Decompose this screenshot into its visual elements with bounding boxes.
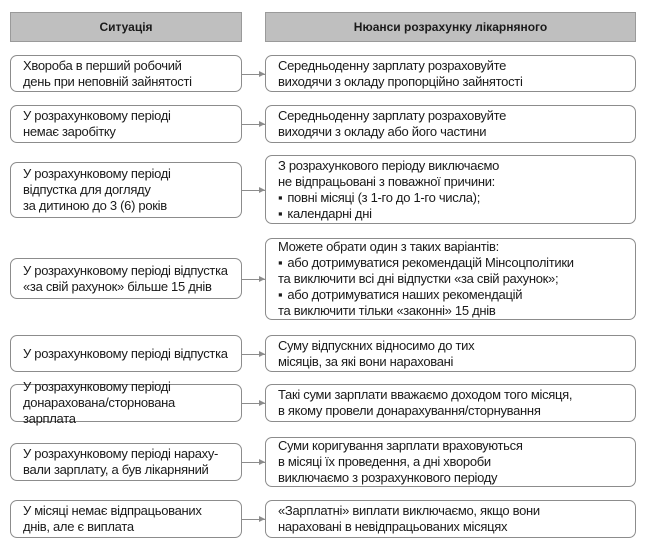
situation-box [10,105,242,143]
nuance-box [265,55,636,92]
text-line: нараховані в невідпрацьованих місяцях [278,519,508,534]
text-line: донарахована/сторнована зарплата [23,395,175,426]
header-nuances [265,12,636,42]
text-line: відпустка для догляду [23,182,151,197]
text-line: ▪ повні місяці (з 1-го до 1-го числа); [278,190,623,206]
text-line: день при неповній зайнятості [23,73,192,89]
text-line: Суму відпускних відносимо до тих [278,337,475,353]
situation-box [10,162,242,218]
nuance-box [265,500,636,538]
text-line: У місяці немає відпрацьованих [23,503,202,518]
text-line: виключаємо з розрахункового періоду [278,470,498,485]
situation-box [10,335,242,372]
text-line: місяців, за які вони нараховані [278,353,454,369]
arrow-icon [242,462,265,463]
text-line: У розрахунковому періоді відпустка [23,262,228,278]
text-line: та виключити тільки «законні» 15 днів [278,303,496,318]
header-nuances-label: Нюанси розрахунку лікарняного [353,20,548,34]
text-line: У розрахунковому періоді відпустка [23,345,228,361]
text-line: ▪ або дотримуватися рекомендацій Мінсоцполітики [278,255,623,271]
text-line: вали зарплату, а був лікарняний [23,462,209,477]
text-line: У розрахунковому періоді [23,379,171,394]
nuance-box [265,384,636,422]
text-line: Такі суми зарплати вважаємо доходом того місяця, [278,387,573,402]
text-line: в якому провели донарахування/сторнування [278,403,541,418]
nuance-box [265,105,636,143]
situation-box [10,379,242,426]
situation-box [10,55,242,92]
arrow-icon [242,279,265,280]
text-line: виходячи з окладу або його частини [278,124,487,139]
text-line: ▪ календарні дні [278,206,623,222]
nuance-box [265,437,636,487]
arrow-icon [242,519,265,520]
text-line: не відпрацьовані з поважної причини: [278,173,495,189]
arrow-icon [242,124,265,125]
text-line: З розрахункового періоду виключаємо [278,157,500,173]
text-line: «за свій рахунок» більше 15 днів [23,278,212,294]
text-line: «Зарплатні» виплати виключаємо, якщо вони [278,503,540,518]
arrow-icon [242,403,265,404]
text-line: Середньоденну зарплату розраховуйте [278,108,507,123]
arrow-icon [242,190,265,191]
situation-box [10,443,242,481]
arrow-icon [242,74,265,75]
header-situation-label: Ситуація [99,20,153,34]
situation-box [10,500,242,538]
text-line: ▪ або дотримуватися наших рекомендацій [278,287,623,303]
arrow-icon [242,354,265,355]
text-line: виходячи з окладу пропорційно зайнятості [278,73,523,89]
nuance-box [265,335,636,372]
header-situation [10,12,242,42]
text-line: Середньоденну зарплату розраховуйте [278,57,507,73]
text-line: Можете обрати один з таких варіантів: [278,239,499,254]
text-line: та виключити всі дні відпустки «за свій рахунок»; [278,271,559,286]
text-line: в місяці їх проведення, а дні хвороби [278,454,491,469]
text-line: Хвороба в перший робочий [23,57,182,73]
text-line: Суми коригування зарплати враховуються [278,438,523,453]
nuance-box [265,238,636,320]
text-line: У розрахунковому періоді нараху- [23,446,219,461]
text-line: У розрахунковому періоді [23,108,171,123]
nuance-box [265,155,636,224]
text-line: днів, але є виплата [23,519,134,534]
text-line: за дитиною до 3 (6) років [23,198,167,213]
text-line: немає заробітку [23,124,116,139]
text-line: У розрахунковому періоді [23,166,171,181]
situation-box [10,258,242,299]
